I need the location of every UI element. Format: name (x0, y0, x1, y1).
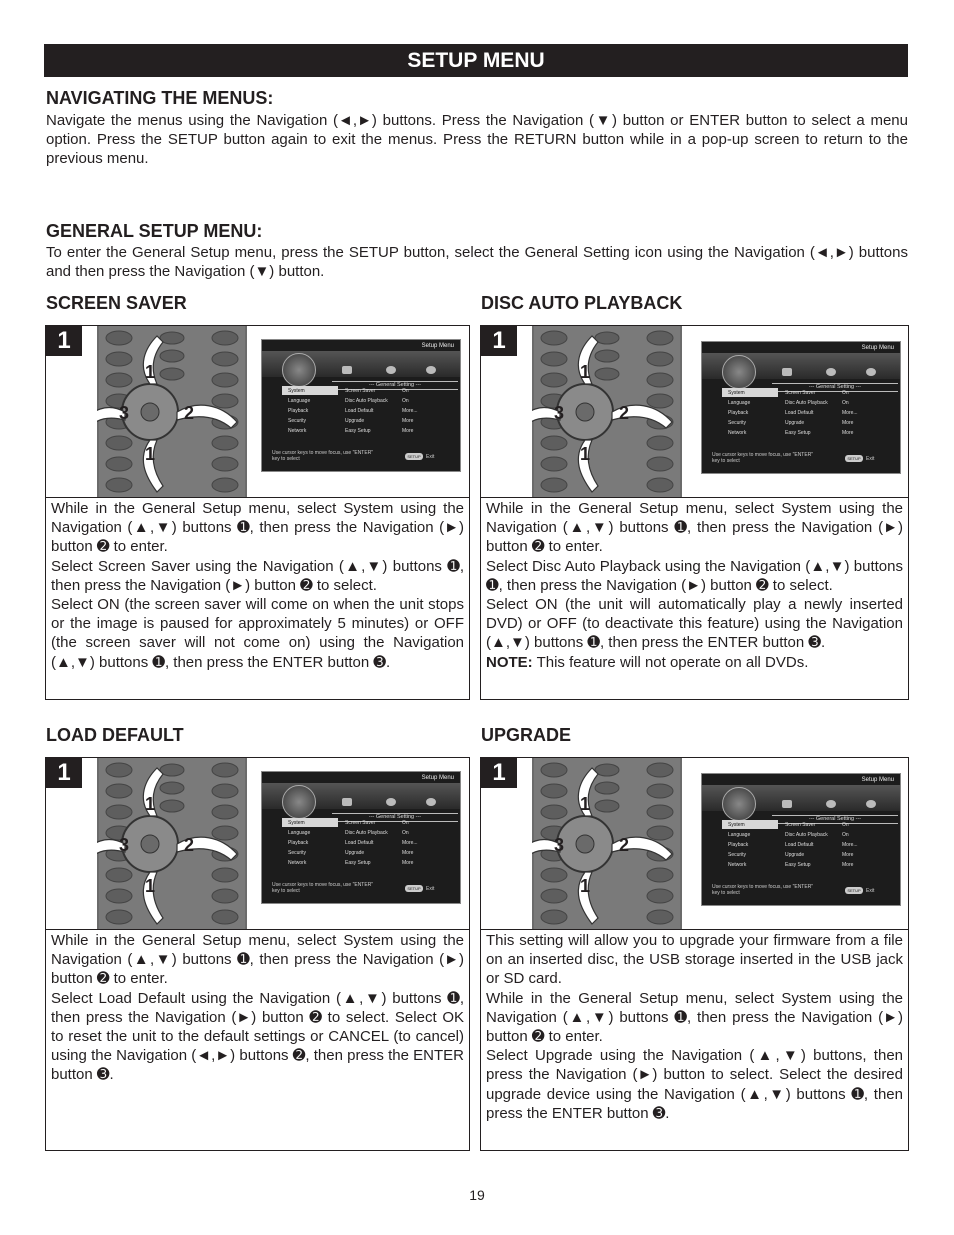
menu-value: On (842, 399, 849, 406)
menu-category: Security (288, 417, 307, 424)
panel-body (51, 931, 464, 1085)
screen-title: Setup Menu (421, 343, 454, 349)
menu-option: Easy Setup (785, 429, 811, 436)
menu-row (282, 828, 454, 837)
screen-footer: Use cursor keys to move focus, use "ENTER" key to select (272, 450, 374, 462)
menu-category: Security (728, 851, 747, 858)
nav-heading: NAVIGATING THE MENUS: (46, 88, 274, 108)
arrow-label-down: 1 (580, 444, 591, 464)
note (486, 653, 903, 672)
menu-option: Disc Auto Playback (785, 831, 828, 838)
icon-band (262, 783, 460, 809)
remote-svg (97, 758, 247, 929)
menu-row (282, 416, 454, 425)
figure-area (481, 758, 908, 930)
paragraph: Select ON (the screen saver will come on when the unit stops or the image is paused for approximately 5 minutes) or OFF (the screen saver will not come on) using the Navigation (▲,▼) buttons ➊, then press the ENTER button ➌. (51, 596, 464, 671)
menu-option: Easy Setup (785, 861, 811, 868)
menu-option: Screen Saver (785, 389, 816, 396)
menu-row (282, 818, 454, 827)
setup-button-indicator: SETUP (845, 455, 863, 462)
menu-row (282, 858, 454, 867)
disc-auto-panel (480, 325, 909, 700)
figure-area (481, 326, 908, 498)
arrow-label-left: 3 (119, 403, 130, 423)
menu-category: Language (288, 829, 311, 836)
info-icon (426, 366, 436, 374)
exit-label: Exit (866, 888, 875, 894)
general-setting-label: --- General Setting --- (332, 813, 458, 822)
paragraph: Select ON (the unit will automatically play a newly inserted DVD) or OFF (to deactivate this feature) using the Navigation (▲,▼) buttons ➊, then press the ENTER button ➌. (486, 596, 903, 652)
menu-category: System (728, 821, 745, 828)
menu-row (282, 406, 454, 415)
menu-value: On (842, 821, 849, 828)
menu-row (722, 388, 894, 397)
menu-value: More... (842, 841, 858, 848)
menu-value: On (842, 389, 849, 396)
general-setting-icon (722, 355, 756, 389)
menu-row (282, 848, 454, 857)
arrow-label-down: 1 (145, 876, 156, 896)
menu-row (722, 428, 894, 437)
arrow-label-up: 1 (580, 362, 591, 382)
paragraph: While in the General Setup menu, select System using the Navigation (▲,▼) buttons ➊, then press the Navigation (►) button ➋ to enter. (486, 989, 903, 1046)
general-text: To enter the General Setup menu, press the SETUP button, select the General Setting icon using the Navigation (◄,►) buttons and then press the Navigation (▼) button. (46, 244, 908, 281)
general-heading: GENERAL SETUP MENU: (46, 221, 263, 241)
menu-category: Playback (288, 407, 309, 414)
general-setting-label: --- General Setting --- (772, 383, 898, 392)
step-badge: 1 (46, 326, 82, 356)
tv-icon (342, 798, 352, 806)
info-icon (866, 800, 876, 808)
paragraph: This setting will allow you to upgrade your firmware from a file on an inserted disc, the USB storage inserted in the USB jack or SD card. (486, 932, 903, 988)
paragraph: Select Screen Saver using the Navigation (▲,▼) buttons ➊, then press the Navigation (►) button ➋ to select. (51, 557, 464, 594)
exit-label: Exit (426, 886, 435, 892)
menu-value: More (842, 851, 854, 858)
paragraph: Select Disc Auto Playback using the Navigation (▲,▼) buttons ➊, then press the Navigation (►) button ➋ to select. (486, 557, 903, 594)
menu-option: Easy Setup (345, 427, 371, 434)
refresh-icon (386, 366, 396, 374)
paragraph: While in the General Setup menu, select System using the Navigation (▲,▼) buttons ➊, then press the Navigation (►) button ➋ to enter. (486, 500, 903, 556)
step-badge: 1 (481, 758, 517, 788)
menu-value: More (842, 419, 854, 426)
step-badge: 1 (46, 758, 82, 788)
menu-row (722, 830, 894, 839)
tv-screen (701, 773, 901, 906)
disc-auto-heading: DISC AUTO PLAYBACK (481, 293, 683, 313)
menu-option: Screen Saver (345, 387, 376, 394)
panel-body (486, 931, 903, 1123)
paragraph: Select Upgrade using the Navigation (▲,▼) buttons, then press the Navigation (►) button to select. Select the desired upgrade device using the Navigation (▲,▼) buttons ➊, then press the ENTER button ➌. (486, 1047, 903, 1122)
exit-label: Exit (866, 456, 875, 462)
arrow-label-right: 2 (619, 835, 630, 855)
menu-value: More (402, 427, 414, 434)
menu-option: Load Default (785, 841, 814, 848)
remote-illustration (97, 758, 247, 929)
screen-footer: Use cursor keys to move focus, use "ENTER" key to select (712, 884, 814, 896)
menu-category: Network (728, 861, 747, 868)
info-icon (866, 368, 876, 376)
menu-row (282, 426, 454, 435)
menu-value: More (842, 429, 854, 436)
menu-category: Playback (728, 841, 749, 848)
arrow-label-left: 3 (554, 835, 565, 855)
menu-row (282, 396, 454, 405)
menu-option: Upgrade (345, 849, 365, 856)
screen-footer: Use cursor keys to move focus, use "ENTER" key to select (272, 882, 374, 894)
screen-title: Setup Menu (421, 775, 454, 781)
menu-option: Upgrade (345, 417, 365, 424)
menu-row (722, 840, 894, 849)
refresh-icon (826, 800, 836, 808)
note-label: NOTE: (486, 653, 533, 671)
menu-category: System (728, 389, 745, 396)
paragraph: While in the General Setup menu, select System using the Navigation (▲,▼) buttons ➊, then press the Navigation (►) button ➋ to enter. (51, 500, 464, 556)
load-default-panel (45, 757, 470, 1151)
menu-value: More (842, 861, 854, 868)
menu-row (282, 386, 454, 395)
menu-category: Playback (728, 409, 749, 416)
menu-category: Language (728, 831, 751, 838)
menu-value: More... (402, 407, 418, 414)
menu-row (722, 850, 894, 859)
menu-category: Security (288, 849, 307, 856)
arrow-label-left: 3 (554, 403, 565, 423)
menu-row (722, 408, 894, 417)
menu-value: More (402, 417, 414, 424)
load-default-heading: LOAD DEFAULT (46, 725, 184, 745)
menu-option: Upgrade (785, 851, 805, 858)
remote-svg (532, 326, 682, 497)
menu-value: On (842, 831, 849, 838)
menu-row (282, 838, 454, 847)
figure-area (46, 326, 469, 498)
info-icon (426, 798, 436, 806)
general-setting-icon (722, 787, 756, 821)
icon-band (262, 351, 460, 377)
menu-category: Language (728, 399, 751, 406)
setup-button-indicator: SETUP (845, 887, 863, 894)
nav-text: Navigate the menus using the Navigation (◄,►) buttons. Press the Navigation (▼) button or ENTER button to select a menu option. Press the SETUP button again to exit the menus. Press the RETURN button while in a pop-up screen to return to the previous menu. (46, 112, 908, 168)
menu-option: Disc Auto Playback (785, 399, 828, 406)
menu-value: More (402, 849, 414, 856)
menu-category: Language (288, 397, 311, 404)
menu-row (722, 418, 894, 427)
setup-button-indicator: SETUP (405, 453, 423, 460)
menu-category: System (288, 819, 305, 826)
tv-icon (782, 800, 792, 808)
icon-band (702, 353, 900, 379)
arrow-label-down: 1 (145, 444, 156, 464)
menu-category: Playback (288, 839, 309, 846)
menu-value: On (402, 819, 409, 826)
menu-option: Disc Auto Playback (345, 829, 388, 836)
refresh-icon (826, 368, 836, 376)
menu-category: Network (728, 429, 747, 436)
general-setting-icon (282, 353, 316, 387)
upgrade-heading: UPGRADE (481, 725, 572, 745)
menu-category: Network (288, 427, 307, 434)
page-banner: SETUP MENU (44, 44, 908, 77)
menu-option: Load Default (345, 407, 374, 414)
menu-category: System (288, 387, 305, 394)
arrow-label-right: 2 (184, 403, 195, 423)
general-setting-icon (282, 785, 316, 819)
menu-option: Load Default (345, 839, 374, 846)
menu-category: Security (728, 419, 747, 426)
menu-row (722, 860, 894, 869)
menu-option: Disc Auto Playback (345, 397, 388, 404)
menu-value: More... (402, 839, 418, 846)
tv-icon (342, 366, 352, 374)
screen-title: Setup Menu (861, 777, 894, 783)
menu-option: Load Default (785, 409, 814, 416)
menu-option: Screen Saver (345, 819, 376, 826)
exit-label: Exit (426, 454, 435, 460)
paragraph: While in the General Setup menu, select System using the Navigation (▲,▼) buttons ➊, then press the Navigation (►) button ➋ to enter. (51, 932, 464, 988)
remote-svg (97, 326, 247, 497)
menu-option: Easy Setup (345, 859, 371, 866)
screen-saver-panel (45, 325, 470, 700)
remote-svg (532, 758, 682, 929)
menu-row (722, 398, 894, 407)
step-badge: 1 (481, 326, 517, 356)
refresh-icon (386, 798, 396, 806)
figure-area (46, 758, 469, 930)
panel-body (51, 499, 464, 672)
remote-illustration (532, 326, 682, 497)
arrow-label-down: 1 (580, 876, 591, 896)
menu-category: Network (288, 859, 307, 866)
general-setting-label: --- General Setting --- (332, 381, 458, 390)
menu-option: Upgrade (785, 419, 805, 426)
panel-body (486, 499, 903, 672)
upgrade-panel (480, 757, 909, 1151)
screen-saver-heading: SCREEN SAVER (46, 293, 187, 313)
tv-screen (261, 339, 461, 472)
arrow-label-up: 1 (580, 794, 591, 814)
menu-option: Screen Saver (785, 821, 816, 828)
icon-band (702, 785, 900, 811)
general-setting-label: --- General Setting --- (772, 815, 898, 824)
menu-value: More... (842, 409, 858, 416)
tv-screen (701, 341, 901, 474)
paragraph: Select Load Default using the Navigation (▲,▼) buttons ➊, then press the Navigation (►) button ➋ to select. Select OK to reset the unit to the default settings or CANCEL (to cancel) using the Navigation (◄,►) buttons ➋, then press the ENTER button ➌. (51, 989, 464, 1084)
remote-illustration (97, 326, 247, 497)
note-text: This feature will not operate on all DVDs. (532, 653, 809, 671)
setup-button-indicator: SETUP (405, 885, 423, 892)
menu-value: On (402, 387, 409, 394)
arrow-label-left: 3 (119, 835, 130, 855)
arrow-label-up: 1 (145, 362, 156, 382)
screen-title: Setup Menu (861, 345, 894, 351)
menu-value: On (402, 397, 409, 404)
tv-icon (782, 368, 792, 376)
remote-illustration (532, 758, 682, 929)
page-number: 19 (469, 1187, 485, 1203)
arrow-label-up: 1 (145, 794, 156, 814)
menu-value: On (402, 829, 409, 836)
tv-screen (261, 771, 461, 904)
arrow-label-right: 2 (184, 835, 195, 855)
screen-footer: Use cursor keys to move focus, use "ENTER" key to select (712, 452, 814, 464)
menu-value: More (402, 859, 414, 866)
arrow-label-right: 2 (619, 403, 630, 423)
menu-row (722, 820, 894, 829)
